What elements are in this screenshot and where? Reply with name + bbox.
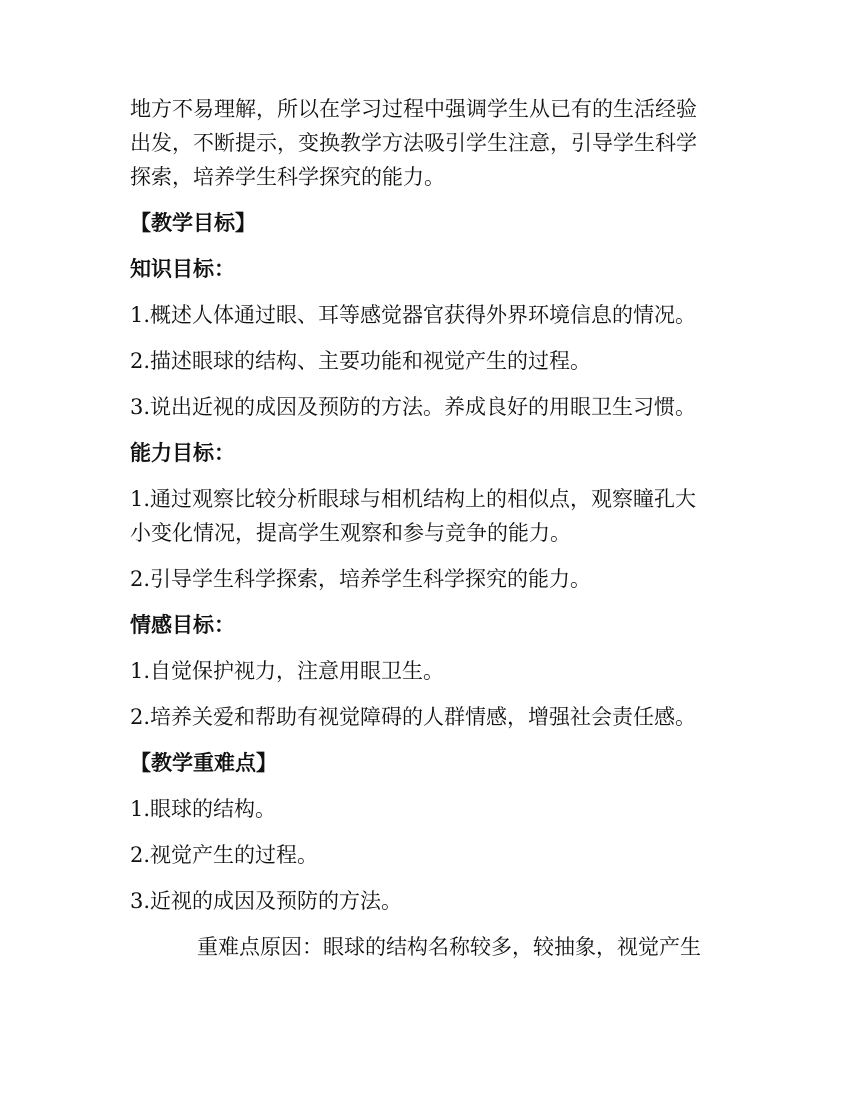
emotion-goal-item: 1.自觉保护视力，注意用眼卫生。	[130, 659, 445, 683]
subheading-ability-goals: 能力目标：	[130, 441, 235, 465]
key-point-item: 3.近视的成因及预防的方法。	[130, 889, 403, 913]
key-point-item: 1.眼球的结构。	[130, 797, 277, 821]
intro-line: 地方不易理解，所以在学习过程中强调学生从已有的生活经验	[130, 97, 697, 121]
section-heading-key-difficult-points: 【教学重难点】	[130, 751, 277, 775]
knowledge-goal-item: 1.概述人体通过眼、耳等感觉器官获得外界环境信息的情况。	[130, 303, 697, 327]
ability-goal-item: 2.引导学生科学探索，培养学生科学探究的能力。	[130, 567, 592, 591]
knowledge-goal-item: 2.描述眼球的结构、主要功能和视觉产生的过程。	[130, 349, 592, 373]
subheading-knowledge-goals: 知识目标：	[130, 257, 235, 281]
intro-line: 探索，培养学生科学探究的能力。	[130, 165, 445, 189]
ability-goal-line: 1.通过观察比较分析眼球与相机结构上的相似点，观察瞳孔大	[130, 487, 697, 511]
key-point-reason: 重难点原因：眼球的结构名称较多，较抽象，视觉产生	[197, 935, 701, 959]
ability-goal-line: 小变化情况，提高学生观察和参与竞争的能力。	[130, 521, 571, 545]
subheading-emotion-goals: 情感目标：	[130, 613, 235, 637]
section-heading-teaching-goals: 【教学目标】	[130, 211, 256, 235]
document-page	[130, 92, 740, 976]
key-point-item: 2.视觉产生的过程。	[130, 843, 319, 867]
intro-paragraph	[130, 92, 740, 194]
intro-line: 出发，不断提示，变换教学方法吸引学生注意，引导学生科学	[130, 131, 697, 155]
knowledge-goal-item: 3.说出近视的成因及预防的方法。养成良好的用眼卫生习惯。	[130, 395, 697, 419]
ability-goal-item	[130, 482, 740, 550]
emotion-goal-item: 2.培养关爱和帮助有视觉障碍的人群情感，增强社会责任感。	[130, 705, 697, 729]
